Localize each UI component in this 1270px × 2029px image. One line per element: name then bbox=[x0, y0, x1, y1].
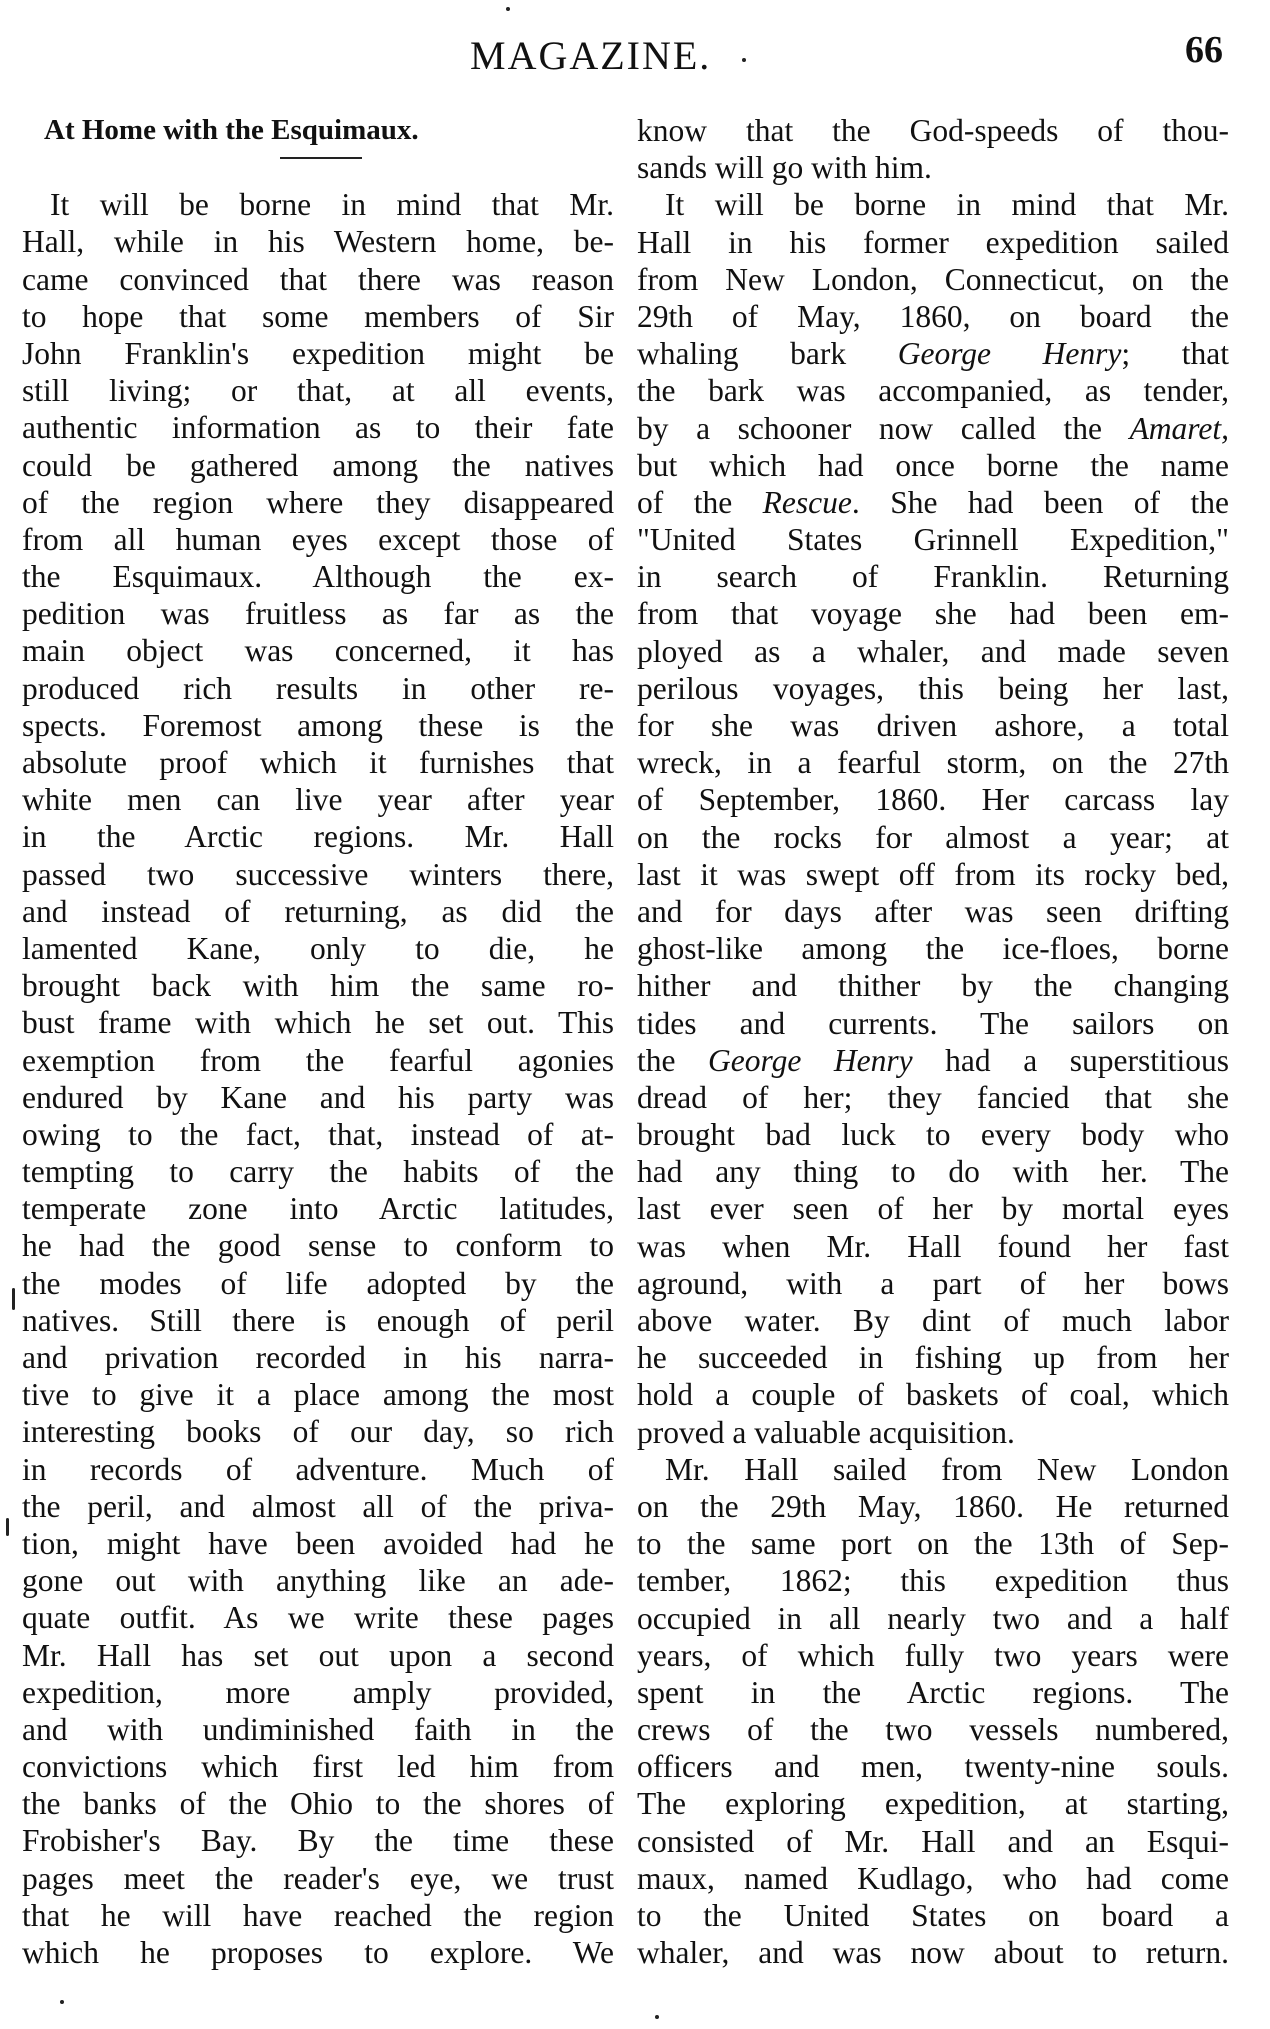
text-line: authentic information as to their fate bbox=[22, 410, 614, 446]
text-line: of the region where they disappeared bbox=[22, 484, 614, 520]
text-line: still living; or that, at all events, bbox=[22, 373, 614, 409]
text-segment: the bbox=[637, 1042, 709, 1078]
text-line: aground, with a part of her bows bbox=[637, 1265, 1229, 1301]
text-segment: of the bbox=[637, 484, 763, 520]
text-line: The exploring expedition, at starting, bbox=[637, 1786, 1229, 1822]
text-line: endured by Kane and his party was bbox=[22, 1079, 614, 1115]
ship-name: Rescue bbox=[762, 484, 852, 520]
text-line: sands will go with him. bbox=[637, 150, 932, 186]
text-line: occupied in all nearly two and a half bbox=[637, 1600, 1229, 1636]
text-line: and instead of returning, as did the bbox=[22, 893, 614, 929]
text-segment: whaling bark bbox=[637, 336, 898, 372]
ink-speck bbox=[655, 2015, 659, 2019]
text-line: the peril, and almost all of the priva- bbox=[22, 1488, 614, 1524]
text-line: 29th of May, 1860, on board the bbox=[637, 298, 1229, 334]
text-line: spent in the Arctic regions. The bbox=[637, 1674, 1229, 1710]
page-number: 66 bbox=[1185, 29, 1223, 71]
text-line: the Esquimaux. Although the ex- bbox=[22, 559, 614, 595]
text-line: absolute proof which it furnishes that bbox=[22, 745, 614, 780]
ink-speck bbox=[742, 58, 746, 62]
text-line: last ever seen of her by mortal eyes bbox=[637, 1191, 1229, 1227]
text-line: know that the God-speeds of thou- bbox=[637, 113, 1229, 148]
text-line: on the 29th May, 1860. He returned bbox=[637, 1488, 1229, 1524]
ink-speck bbox=[60, 2000, 64, 2004]
text-line: ghost-like among the ice-floes, borne bbox=[637, 931, 1229, 967]
text-line: exemption from the fearful agonies bbox=[22, 1042, 614, 1078]
text-line: maux, named Kudlago, who had come bbox=[637, 1860, 1229, 1896]
text-line: interesting books of our day, so rich bbox=[22, 1414, 614, 1450]
text-line: on the rocks for almost a year; at bbox=[637, 819, 1229, 855]
text-line bbox=[637, 1042, 1229, 1079]
article-title: At Home with the Esquimaux. bbox=[44, 114, 419, 146]
text-line: and with undiminished faith in the bbox=[22, 1711, 614, 1747]
text-line: quate outfit. As we write these pages bbox=[22, 1600, 614, 1636]
text-line bbox=[637, 484, 1229, 521]
text-line: from New London, Connecticut, on the bbox=[637, 261, 1229, 297]
text-line: Hall in his former expedition sailed bbox=[637, 224, 1229, 260]
text-line: he succeeded in fishing up from her bbox=[637, 1340, 1229, 1376]
text-line: in search of Franklin. Returning bbox=[637, 559, 1229, 595]
text-line: had any thing to do with her. The bbox=[637, 1154, 1229, 1190]
text-line: perilous voyages, this being her last, bbox=[637, 670, 1229, 706]
text-line: convictions which first led him from bbox=[22, 1749, 614, 1785]
text-line: in records of adventure. Much of bbox=[22, 1451, 614, 1487]
text-line: John Franklin's expedition might be bbox=[22, 335, 614, 371]
text-line: ployed as a whaler, and made seven bbox=[637, 633, 1229, 669]
text-line: to the same port on the 13th of Sep- bbox=[637, 1526, 1229, 1562]
rule-gap bbox=[22, 159, 614, 186]
left-column bbox=[22, 112, 614, 1971]
text-line: tember, 1862; this expedition thus bbox=[637, 1563, 1229, 1599]
text-line: Mr. Hall has set out upon a second bbox=[22, 1637, 614, 1673]
text-line: of September, 1860. Her carcass lay bbox=[637, 782, 1229, 818]
text-segment: ; that bbox=[1121, 336, 1229, 372]
text-segment: by a schooner now called the bbox=[637, 410, 1130, 446]
text-line: above water. By dint of much labor bbox=[637, 1303, 1229, 1338]
ship-name: George Henry bbox=[708, 1042, 913, 1078]
text-line: could be gathered among the natives bbox=[22, 447, 614, 483]
text-line bbox=[637, 335, 1229, 372]
text-line: from all human eyes except those of bbox=[22, 521, 614, 557]
text-line: gone out with anything like an ade- bbox=[22, 1563, 614, 1599]
text-line: and privation recorded in his narra- bbox=[22, 1340, 614, 1375]
right-column bbox=[637, 112, 1229, 1971]
text-line: the modes of life adopted by the bbox=[22, 1265, 614, 1301]
ink-speck bbox=[6, 1518, 9, 1536]
text-line: tides and currents. The sailors on bbox=[637, 1005, 1229, 1041]
text-line: to the United States on board a bbox=[637, 1898, 1229, 1933]
text-line: he had the good sense to conform to bbox=[22, 1228, 614, 1264]
text-line: pedition was fruitless as far as the bbox=[22, 596, 614, 632]
text-line: tive to give it a place among the most bbox=[22, 1377, 614, 1413]
text-line: It will be borne in mind that Mr. bbox=[665, 187, 1229, 223]
text-line: expedition, more amply provided, bbox=[22, 1674, 614, 1710]
text-line: brought bad luck to every body who bbox=[637, 1117, 1229, 1153]
text-line: spects. Foremost among these is the bbox=[22, 707, 614, 743]
text-line bbox=[637, 410, 1229, 447]
text-line: bust frame with which he set out. This bbox=[22, 1005, 614, 1041]
text-line: pages meet the reader's eye, we trust bbox=[22, 1860, 614, 1896]
text-line: Hall, while in his Western home, be- bbox=[22, 224, 614, 260]
text-line: and for days after was seen drifting bbox=[637, 893, 1229, 929]
text-line: officers and men, twenty-nine souls. bbox=[637, 1749, 1229, 1785]
text-line: hold a couple of baskets of coal, which bbox=[637, 1377, 1229, 1413]
text-line: white men can live year after year bbox=[22, 782, 614, 818]
text-line: passed two successive winters there, bbox=[22, 856, 614, 892]
ink-speck bbox=[506, 7, 510, 11]
text-line: main object was concerned, it has bbox=[22, 633, 614, 669]
text-line: "United States Grinnell Expedition," bbox=[637, 522, 1229, 558]
text-line: that he will have reached the region bbox=[22, 1897, 614, 1933]
text-line: produced rich results in other re- bbox=[22, 670, 614, 706]
text-line: tion, might have been avoided had he bbox=[22, 1525, 614, 1561]
text-line: natives. Still there is enough of peril bbox=[22, 1302, 614, 1338]
text-line: to hope that some members of Sir bbox=[22, 298, 614, 334]
text-line: proved a valuable acquisition. bbox=[637, 1414, 1015, 1450]
text-line: dread of her; they fancied that she bbox=[637, 1079, 1229, 1115]
text-line: last it was swept off from its rocky bed, bbox=[637, 856, 1229, 892]
text-line: consisted of Mr. Hall and an Esqui- bbox=[637, 1823, 1229, 1859]
text-segment: . She had been of the bbox=[851, 484, 1229, 520]
text-segment: had a superstitious bbox=[912, 1042, 1230, 1078]
text-line: It will be borne in mind that Mr. bbox=[50, 187, 614, 223]
text-line: lamented Kane, only to die, he bbox=[22, 930, 614, 966]
text-line: came convinced that there was reason bbox=[22, 261, 614, 297]
text-line: crews of the two vessels numbered, bbox=[637, 1712, 1229, 1748]
text-line: from that voyage she had been em- bbox=[637, 596, 1229, 632]
ink-speck bbox=[12, 1288, 15, 1310]
ship-name: Amaret, bbox=[1129, 410, 1229, 446]
text-line: wreck, in a fearful storm, on the 27th bbox=[637, 745, 1229, 781]
ship-name: George Henry bbox=[897, 336, 1122, 372]
text-line: in the Arctic regions. Mr. Hall bbox=[22, 819, 614, 855]
text-line: temperate zone into Arctic latitudes, bbox=[22, 1191, 614, 1227]
text-line: years, of which fully two years were bbox=[637, 1637, 1229, 1673]
text-line: whaler, and was now about to return. bbox=[637, 1935, 1229, 1971]
text-line: the bark was accompanied, as tender, bbox=[637, 373, 1229, 409]
text-line: was when Mr. Hall found her fast bbox=[637, 1228, 1229, 1264]
text-line: owing to the fact, that, instead of at- bbox=[22, 1116, 614, 1152]
text-line: Mr. Hall sailed from New London bbox=[665, 1451, 1229, 1487]
running-title: MAGAZINE. bbox=[470, 33, 712, 78]
text-line: which he proposes to explore. We bbox=[22, 1935, 614, 1970]
text-line: for she was driven ashore, a total bbox=[637, 708, 1229, 743]
text-line: hither and thither by the changing bbox=[637, 968, 1229, 1004]
text-line: brought back with him the same ro- bbox=[22, 968, 614, 1004]
text-line: tempting to carry the habits of the bbox=[22, 1154, 614, 1190]
text-line: the banks of the Ohio to the shores of bbox=[22, 1786, 614, 1822]
text-line: but which had once borne the name bbox=[637, 447, 1229, 483]
running-head bbox=[0, 26, 1270, 86]
text-line: Frobisher's Bay. By the time these bbox=[22, 1823, 614, 1859]
